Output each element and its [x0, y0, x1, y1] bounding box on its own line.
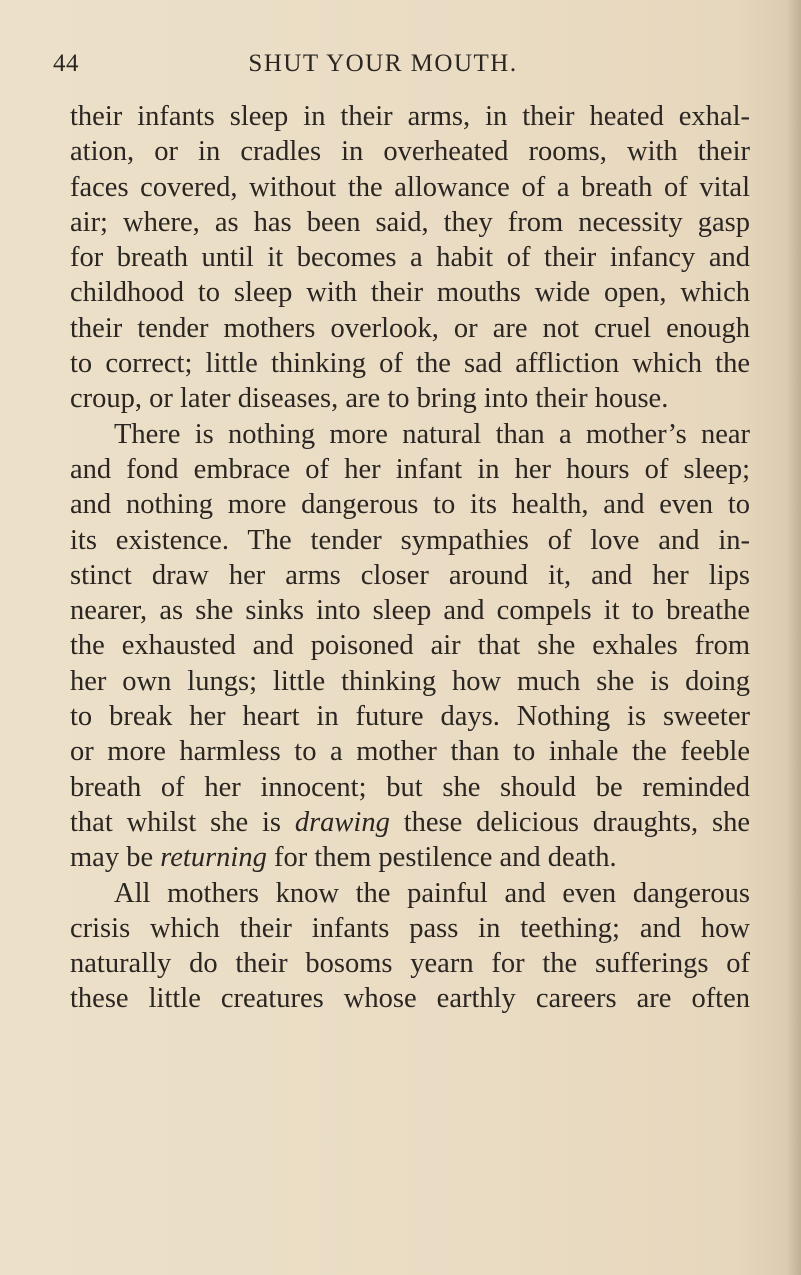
text-line: [70, 805, 750, 840]
text-line: their infants sleep in their arms, in their heated exhal-: [70, 101, 750, 132]
text-line: breath of her innocent; but she should be reminded: [70, 771, 750, 803]
text-line: their tender mothers overlook, or are not cruel enough: [70, 312, 750, 344]
italic-word: returning: [160, 842, 267, 874]
text-line: or more harmless to a mother than to inhale the feeble: [70, 736, 750, 768]
text-line: nearer, as she sinks into sleep and compels it to breathe: [70, 595, 750, 627]
page-edge-shadow: [787, 0, 801, 1275]
text-line: and nothing more dangerous to its health, and even to: [70, 489, 750, 521]
text-line: these little creatures whose earthly careers are often: [70, 983, 750, 1015]
italic-word: drawing: [294, 806, 390, 838]
body-text: [70, 99, 750, 1017]
text-line: to break her heart in future days. Nothing is sweeter: [70, 701, 750, 733]
text-fragment: may be: [70, 842, 161, 874]
text-fragment: for them pestilence and death.: [266, 842, 617, 874]
text-line: There is nothing more natural than a mother’s near: [114, 418, 750, 450]
text-line: for breath until it becomes a habit of their infancy and: [70, 242, 750, 274]
text-line: All mothers know the painful and even dangerous: [114, 877, 750, 909]
text-line: her own lungs; little thinking how much she is doing: [70, 665, 750, 697]
text-line: its existence. The tender sympathies of love and in-: [70, 524, 750, 556]
text-line: to correct; little thinking of the sad affliction which the: [70, 348, 750, 380]
text-line: naturally do their bosoms yearn for the sufferings of: [70, 948, 750, 980]
text-fragment: that whilst she is: [70, 806, 295, 838]
text-line: ation, or in cradles in overheated rooms, with their: [70, 136, 750, 168]
text-line: [70, 840, 750, 875]
text-line: stinct draw her arms closer around it, and her lips: [70, 559, 750, 591]
text-line: the exhausted and poisoned air that she exhales from: [70, 630, 750, 662]
running-title: SHUT YOUR MOUTH.: [248, 50, 518, 77]
page-number: 44: [53, 50, 79, 77]
text-line: faces covered, without the allowance of a breath of vital: [70, 171, 750, 203]
text-line: and fond embrace of her infant in her hours of sleep;: [70, 453, 750, 485]
text-line: air; where, as has been said, they from necessity gasp: [70, 206, 750, 238]
text-line: childhood to sleep with their mouths wide open, which: [70, 277, 750, 309]
text-line: crisis which their infants pass in teething; and how: [70, 912, 750, 944]
text-line: croup, or later diseases, are to bring into their house.: [70, 383, 669, 415]
text-fragment: these delicious draughts, she: [389, 806, 750, 838]
running-head: [53, 50, 753, 90]
